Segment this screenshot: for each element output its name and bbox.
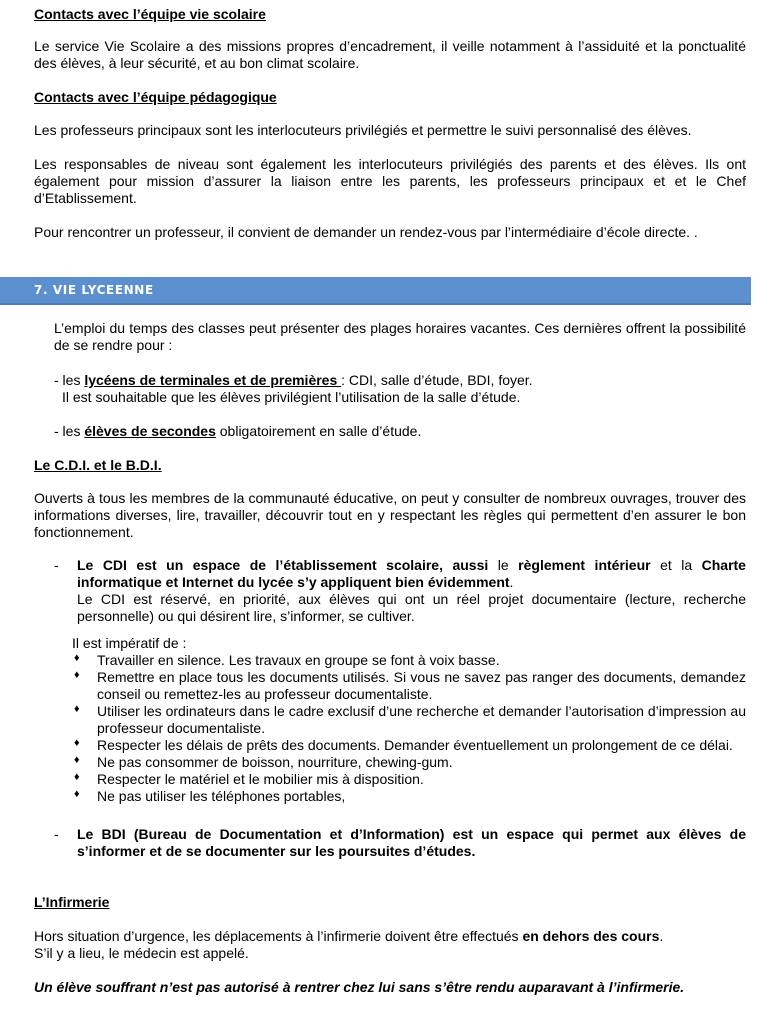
list-item — [74, 788, 746, 805]
list-item-terminales: - les lycéens de terminales et de premières : CDI, salle d’étude, BDI, foyer. — [54, 372, 533, 388]
diamond-bullet-icon: ♦ — [74, 754, 80, 766]
paragraph-responsables-niveau: Les responsables de niveau sont également les interlocuteurs privilégiés des parents et des élèves. Ils ont également pour mission d’assurer la liaison entre les parents, les professeurs principaux et et le Chef d’Etablissement. — [34, 156, 746, 206]
rules-list — [74, 652, 746, 805]
list-item-text: Respecter le matériel et le mobilier mis à disposition. — [97, 771, 424, 787]
list-item — [74, 652, 746, 669]
heading-infirmerie: L’Infirmerie — [34, 894, 110, 910]
paragraph-vie-scolaire: Le service Vie Scolaire a des missions propres d’encadrement, il veille notamment à l’assiduité et la ponctualité des élèves, à leur sécurité, et au bon climat scolaire. — [34, 38, 746, 71]
list-item-secondes: - les élèves de secondes obligatoirement en salle d’étude. — [54, 423, 422, 439]
diamond-bullet-icon: ♦ — [74, 669, 80, 681]
list-item-text: Ne pas utiliser les téléphones portables, — [97, 788, 346, 804]
list-item-text: Ne pas consommer de boisson, nourriture, chewing-gum. — [97, 754, 453, 770]
list-item-text: Travailler en silence. Les travaux en groupe se font à voix basse. — [97, 652, 500, 668]
paragraph-cdi-intro: Ouverts à tous les membres de la communauté éducative, on peut y consulter de nombreux ouvrages, trouver des informations diverses, lire, travailler, découvrir tout en y respectant les règles qui permettent d’en assurer le bon fonctionnement. — [34, 490, 746, 540]
diamond-bullet-icon: ♦ — [74, 652, 80, 664]
diamond-bullet-icon: ♦ — [74, 737, 80, 749]
list-item — [74, 754, 746, 771]
list-item — [74, 703, 746, 737]
section-title: 7. VIE LYCEENNE — [34, 283, 154, 297]
diamond-bullet-icon: ♦ — [74, 771, 80, 783]
paragraph-emploi-du-temps: L’emploi du temps des classes peut présenter des plages horaires vacantes. Ces dernières offrent la possibilité de se rendre pour : — [54, 320, 746, 353]
imperatif-label: Il est impératif de : — [72, 635, 187, 651]
paragraph-infirmerie-deplacements: Hors situation d’urgence, les déplacements à l’infirmerie doivent être effectués en dehors des cours. — [34, 928, 664, 944]
diamond-bullet-icon: ♦ — [74, 788, 80, 800]
list-item — [74, 669, 746, 703]
heading-vie-scolaire: Contacts avec l’équipe vie scolaire — [34, 6, 266, 22]
heading-cdi-bdi: Le C.D.I. et le B.D.I. — [34, 457, 162, 473]
paragraph-cdi-reserve: Le CDI est réservé, en priorité, aux élèves qui ont un réel projet documentaire (lecture, recherche personnelle) ou qui désirent lire, s’informer, se cultiver. — [77, 591, 746, 624]
list-item-text: Remettre en place tous les documents utilisés. Si vous ne savez pas ranger des documents, demandez conseil ou remettez-les au professeur documentaliste. — [97, 669, 746, 702]
list-item-cdi-espace: - Le CDI est un espace de l’établissement scolaire, aussi le règlement intérieur et la Charte informatique et Internet du lycée s’y appliquent bien évidemment. Le CDI est réservé, en priorité, aux élèves qui ont un réel projet documentaire (lecture, recherche personnelle) ou qui désirent lire, s’informer, se cultiver. — [54, 557, 746, 624]
closing-statement: Un élève souffrant n’est pas autorisé à rentrer chez lui sans s’être rendu auparavant à l’infirmerie. — [34, 979, 685, 995]
paragraph-infirmerie-medecin: S’il y a lieu, le médecin est appelé. — [34, 945, 249, 961]
paragraph-professeurs-principaux: Les professeurs principaux sont les interlocuteurs privilégiés et permettre le suivi personnalisé des élèves. — [34, 122, 692, 138]
paragraph-rendez-vous: Pour rencontrer un professeur, il convient de demander un rendez-vous par l’intermédiaire d’école directe. . — [34, 224, 698, 240]
section-banner — [0, 277, 751, 305]
heading-pedagogique: Contacts avec l’équipe pédagogique — [34, 89, 277, 105]
list-item-terminales-note: Il est souhaitable que les élèves privilégient l’utilisation de la salle d’étude. — [62, 389, 521, 405]
diamond-bullet-icon: ♦ — [74, 703, 80, 715]
list-item — [74, 771, 746, 788]
list-item — [74, 737, 746, 754]
list-item-bdi: - Le BDI (Bureau de Documentation et d’Information) est un espace qui permet aux élèves de s’informer et de se documenter sur les poursuites d’études. — [54, 826, 746, 859]
list-item-text: Respecter les délais de prêts des documents. Demander éventuellement un prolongement de ce délai. — [97, 737, 733, 753]
list-item-text: Utiliser les ordinateurs dans le cadre exclusif d’une recherche et demander l’autorisation d’impression au professeur documentaliste. — [97, 703, 746, 736]
